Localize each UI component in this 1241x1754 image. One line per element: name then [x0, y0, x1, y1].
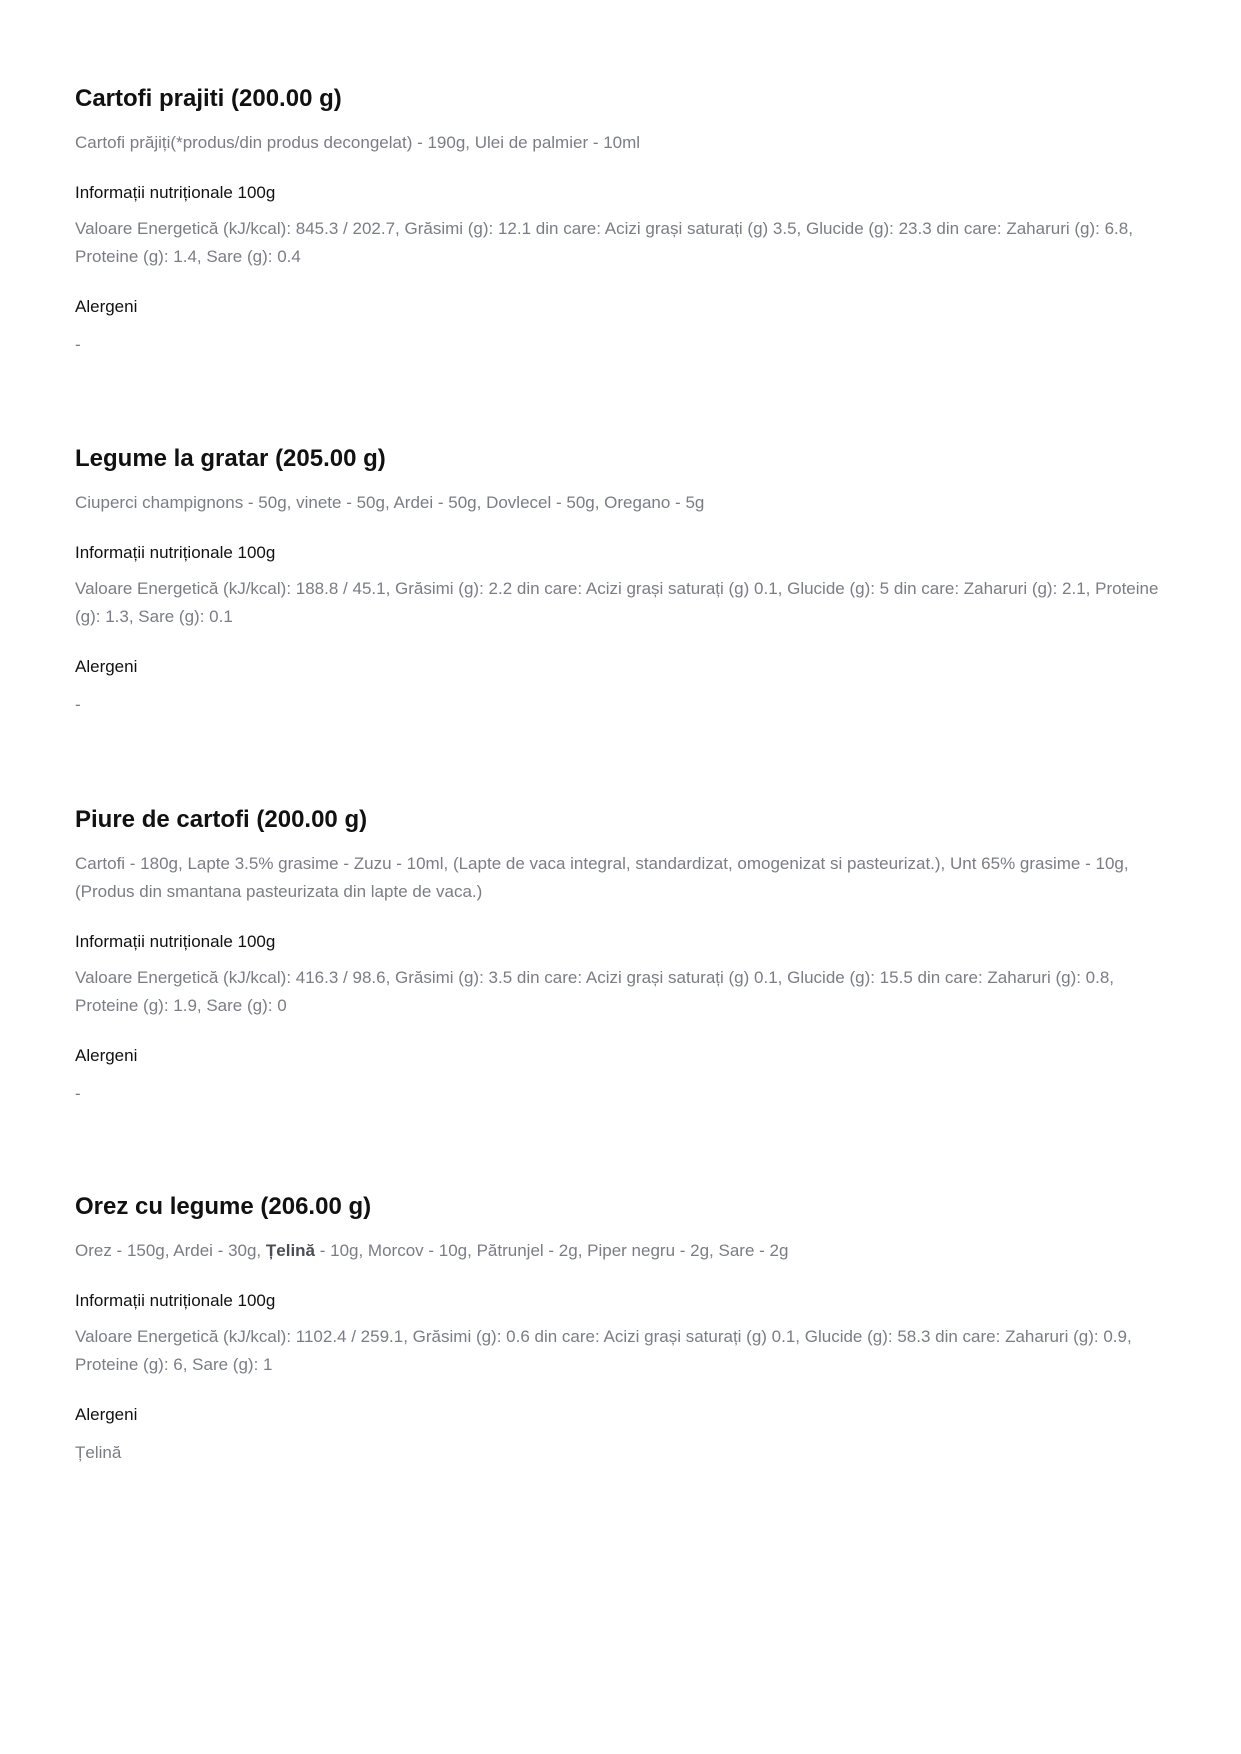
product-cartofi-prajiti — [75, 82, 1165, 359]
ingredients-part: Orez - 150g, Ardei - 30g, — [75, 1241, 266, 1260]
product-ingredients: Cartofi - 180g, Lapte 3.5% grasime - Zuzu - 10ml, (Lapte de vaca integral, standardizat, omogenizat si pasteurizat.), Unt 65% grasime - 10g, (Produs din smantana pasteurizata din lapte de vaca.) — [75, 854, 1129, 901]
allergens-values: - — [75, 695, 81, 714]
allergens-values: - — [75, 1084, 81, 1103]
allergen-highlight: Țelină — [265, 1241, 316, 1260]
product-ingredients: Cartofi prăjiți(*produs/din produs decongelat) - 190g, Ulei de palmier - 10ml — [75, 133, 641, 152]
nutrition-label: Informații nutriționale 100g — [75, 1291, 276, 1310]
allergens-label: Alergeni — [75, 1405, 138, 1424]
allergens-label: Alergeni — [75, 1046, 138, 1065]
product-title: Piure de cartofi (200.00 g) — [75, 806, 368, 833]
ingredients-part: - 10g, Morcov - 10g, Pătrunjel - 2g, Piper negru - 2g, Sare - 2g — [315, 1241, 789, 1260]
nutrition-values: Valoare Energetică (kJ/kcal): 188.8 / 45.1, Grăsimi (g): 2.2 din care: Acizi grași saturați (g) 0.1, Glucide (g): 5 din care: Zaharuri (g): 2.1, Proteine (g): 1.3, Sare (g): 0.1 — [75, 579, 1159, 626]
product-title: Cartofi prajiti (200.00 g) — [75, 85, 342, 112]
product-piure-de-cartofi — [75, 803, 1165, 1108]
nutrition-label: Informații nutriționale 100g — [75, 183, 276, 202]
product-orez-cu-legume — [75, 1190, 1165, 1467]
nutrition-values: Valoare Energetică (kJ/kcal): 416.3 / 98.6, Grăsimi (g): 3.5 din care: Acizi grași saturați (g) 0.1, Glucide (g): 15.5 din care: Zaharuri (g): 0.8, Proteine (g): 1.9, Sare (g): 0 — [75, 968, 1115, 1015]
product-ingredients — [75, 1237, 1165, 1265]
allergens-values: Țelină — [75, 1443, 122, 1462]
product-title: Orez cu legume (206.00 g) — [75, 1193, 372, 1220]
product-ingredients: Ciuperci champignons - 50g, vinete - 50g, Ardei - 50g, Dovlecel - 50g, Oregano - 5g — [75, 493, 705, 512]
nutrition-label: Informații nutriționale 100g — [75, 932, 276, 951]
allergens-label: Alergeni — [75, 657, 138, 676]
nutrition-values: Valoare Energetică (kJ/kcal): 845.3 / 202.7, Grăsimi (g): 12.1 din care: Acizi grași saturați (g) 3.5, Glucide (g): 23.3 din care: Zaharuri (g): 6.8, Proteine (g): 1.4, Sare (g): 0.4 — [75, 219, 1133, 266]
nutrition-label: Informații nutriționale 100g — [75, 543, 276, 562]
product-title: Legume la gratar (205.00 g) — [75, 445, 386, 472]
allergens-values: - — [75, 335, 81, 354]
allergens-label: Alergeni — [75, 297, 138, 316]
nutrition-values: Valoare Energetică (kJ/kcal): 1102.4 / 259.1, Grăsimi (g): 0.6 din care: Acizi grași saturați (g) 0.1, Glucide (g): 58.3 din care: Zaharuri (g): 0.9, Proteine (g): 6, Sare (g): 1 — [75, 1327, 1132, 1374]
product-legume-la-gratar — [75, 442, 1165, 719]
